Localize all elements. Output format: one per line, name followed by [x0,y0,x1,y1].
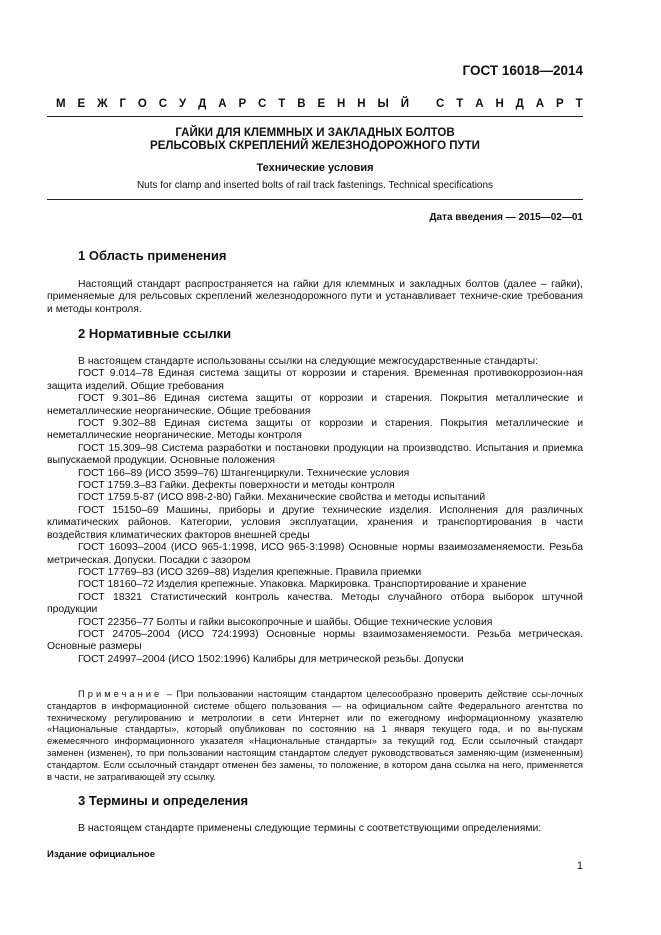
interstate-letter: Н [357,98,366,110]
section-1-body: Настоящий стандарт распространяется на гайки для клеммных и закладных болтов (далее – гайки), применяемые для рельсовых скреплений железнодорожного пути и устанавливает техниче-ские требования и методы контроля. [47,279,583,315]
interstate-letter: М [56,98,66,110]
official-edition-label: Издание официальное [47,849,155,860]
section-3-body: В настоящем стандарте применены следующие термины с соответствующими определениями: [78,823,542,834]
reference-item: ГОСТ 9.014–78 Единая система защиты от коррозии и старения. Временная противокоррозион-ная защита изделий. Общие требования [47,368,583,392]
reference-item: ГОСТ 166–89 (ИСО 3599–76) Штангенциркули. Технические условия [78,467,410,479]
reference-item: ГОСТ 22356–77 Болты и гайки высокопрочные и шайбы. Общие технические условия [78,616,493,628]
reference-item: ГОСТ 15150–69 Машины, приборы и другие технические изделия. Исполнения для различных климатических районов. Категории, условия эксплуатации, хранения и транспортирования в части воздействия климатических факторов внешней среды [47,504,583,541]
interstate-letter: У [179,98,187,110]
interstate-letter: Д [198,98,207,110]
interstate-letter: А [475,98,484,110]
reference-item: ГОСТ 17769–83 (ИСО 3269–88) Изделия крепежные. Правила приемки [78,566,422,578]
reference-item: ГОСТ 24705–2004 (ИСО 724:1993) Основные нормы взаимозаменяемости. Резьба метрическая. Основные размеры [47,628,583,653]
interstate-letter [421,98,424,110]
interstate-letter: Г [119,98,126,110]
note-paragraph [47,688,583,782]
section-3-text [47,823,583,835]
title-bottom-rule [47,199,583,200]
interstate-letter: С [258,98,267,110]
interstate-letter: А [218,98,227,110]
interstate-letter: С [436,98,445,110]
reference-item: ГОСТ 24997–2004 (ИСО 1502:1996) Калибры для метрической резьбы. Допуски [78,653,464,665]
title-line-2: РЕЛЬСОВЫХ СКРЕПЛЕНИЙ ЖЕЛЕЗНОДОРОЖНОГО ПУТИ [150,140,480,152]
section-1-heading: 1 Область применения [78,248,227,263]
section-1-text [47,279,583,316]
interstate-letter: Т [575,98,583,110]
interstate-letter: Р [238,98,247,110]
reference-item: ГОСТ 1759.3–83 Гайки. Дефекты поверхности и методы контроля [78,480,395,492]
references-intro: В настоящем стандарте использованы ссылки на следующие межгосударственные стандарты: [78,356,539,367]
interstate-standard-banner [56,98,583,110]
document-title [47,127,583,153]
note-label: Примечание [78,688,163,699]
title-line-1: ГАЙКИ ДЛЯ КЛЕММНЫХ И ЗАКЛАДНЫХ БОЛТОВ [175,127,455,139]
interstate-letter: Р [556,98,564,110]
interstate-letter: С [158,98,168,110]
reference-item: ГОСТ 9.301–86 Единая система защиты от коррозии и старения. Покрытия металлические и неметаллические неорганические. Общие требования [47,393,583,417]
reference-item: ГОСТ 9.302–88 Единая система защиты от коррозии и старения. Покрытия металлические и неметаллические неорганические. Методы контроля [47,418,583,442]
interstate-letter: Е [77,98,86,110]
reference-item: ГОСТ 18321 Статистический контроль качества. Методы случайного отбора выборок штучной продукции [47,591,583,616]
reference-item: ГОСТ 18160–72 Изделия крепежные. Упаковка. Маркировка. Транспортирование и хранение [78,579,527,591]
page-number: 1 [576,860,583,872]
interstate-letter: Т [456,98,464,110]
section-3-heading: 3 Термины и определения [78,793,249,808]
interstate-letter: Е [317,98,326,110]
introduction-date: Дата введения — 2015—02—01 [429,212,583,223]
document-code: ГОСТ 16018—2014 [462,63,583,78]
note-text: – При пользовании настоящим стандартом целесообразно проверить действие ссы-лочных стандартов в информационной системе общего пользования — на официальном сайте Федерального агентства по техническому регулированию и метрологии в сети Интернет или по ежегодному информационному указателю «Национальные стандарты», который опубликован по состоянию на 1 января текущего года, и по вы-пускам ежемесячного информационного указателя «Национальные стандарты» за текущий год. Если ссылочный стандарт заменен (изменен), то при пользовании настоящим стандартом следует руководствоваться заменяю-щим (измененным) стандартом. Если ссылочный стандарт отменен без замены, то положение, в котором дана ссылка на него, применяется в части, не затрагивающей эту ссылку. [47,688,584,782]
interstate-letter: Т [278,98,286,110]
section-2-heading: 2 Нормативные ссылки [78,326,232,341]
interstate-letter: Д [515,98,524,110]
top-rule [47,116,583,117]
reference-item: ГОСТ 1759.5-87 (ИСО 898-2-80) Гайки. Механические свойства и методы испытаний [78,492,486,504]
interstate-letter: Ы [377,98,389,110]
normative-references-list [47,356,583,666]
interstate-letter: А [535,98,545,110]
interstate-letter: О [137,98,147,110]
interstate-letter: Н [337,98,346,110]
english-title: Nuts for clamp and inserted bolts of rail track fastenings. Technical specifications [136,180,494,191]
interstate-letter: Ж [97,98,108,110]
interstate-letter: В [297,98,306,110]
document-subtitle: Технические условия [256,162,374,174]
interstate-letter: Н [495,98,504,110]
interstate-letter: Й [400,98,409,110]
reference-item: ГОСТ 16093–2004 (ИСО 965-1:1998, ИСО 965-3:1998) Основные нормы взаимозаменяемости. Резьба метрическая. Допуски. Посадки с зазором [47,542,583,566]
reference-item: ГОСТ 15.309–98 Система разработки и постановки продукции на производство. Испытания и приемка выпускаемой продукции. Основные положения [47,442,583,467]
